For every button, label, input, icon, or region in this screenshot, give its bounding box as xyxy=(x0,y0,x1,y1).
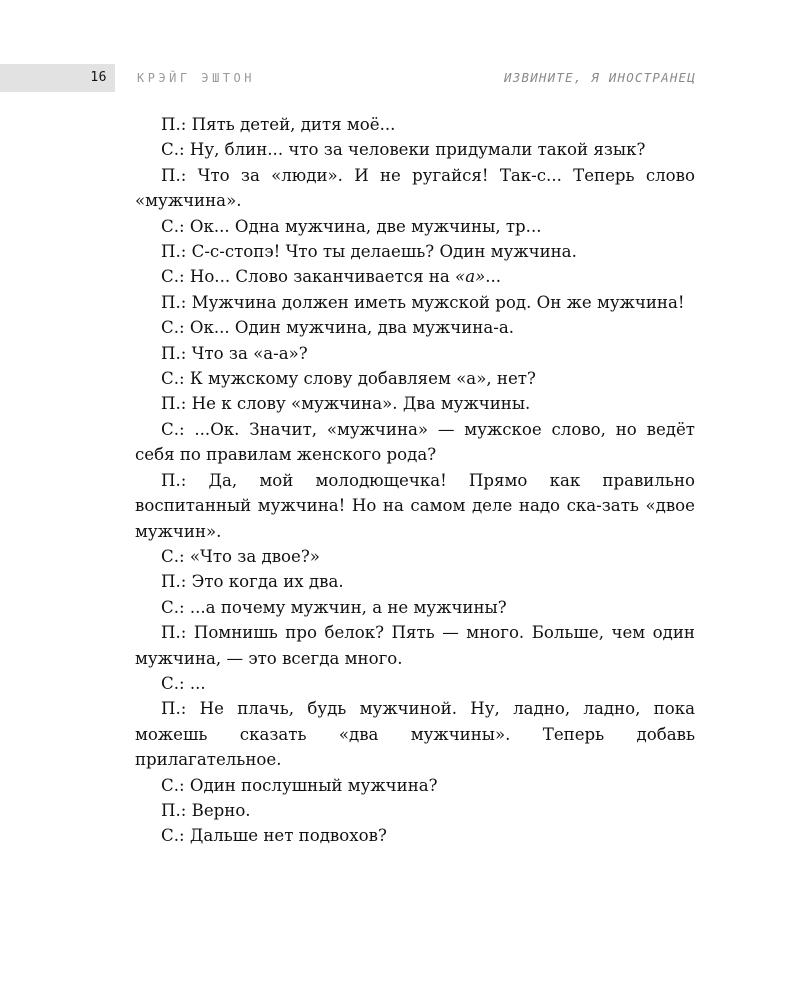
dialogue-line xyxy=(135,417,695,468)
speaker-label: П.: xyxy=(161,800,187,820)
speaker-label: П.: xyxy=(161,343,187,363)
speaker-label: П.: xyxy=(161,699,187,719)
dialogue-line xyxy=(135,290,695,315)
speaker-label: П.: xyxy=(161,394,187,414)
dialogue-line xyxy=(135,366,695,391)
dialogue-line xyxy=(135,264,695,289)
line-text: ... xyxy=(189,673,206,693)
emphasized-text: «а» xyxy=(455,267,486,287)
dialogue-text xyxy=(135,112,695,849)
line-text: «Что за двое?» xyxy=(189,546,320,566)
speaker-label: П.: xyxy=(161,292,187,312)
line-text: ...Ок. Значит, «мужчина» — мужское слово, но ведёт себя по правилам женского рода? xyxy=(135,419,695,465)
speaker-label: С.: xyxy=(161,267,185,287)
speaker-label: С.: xyxy=(161,673,185,693)
dialogue-line xyxy=(135,671,695,696)
speaker-label: П.: xyxy=(161,623,187,643)
dialogue-line xyxy=(135,569,695,594)
line-text: Не к слову «мужчина». Два мужчины. xyxy=(191,394,531,414)
speaker-label: С.: xyxy=(161,775,185,795)
line-text: Что за «а-а»? xyxy=(191,343,308,363)
line-text: Мужчина должен иметь мужской род. Он же мужчина! xyxy=(191,292,685,312)
dialogue-line xyxy=(135,163,695,214)
speaker-label: П.: xyxy=(161,115,187,134)
page-number: 16 xyxy=(90,70,107,85)
speaker-label: С.: xyxy=(161,546,185,566)
dialogue-line xyxy=(135,214,695,239)
line-text: Верно. xyxy=(191,800,251,820)
line-text: Ок... Одна мужчина, две мужчины, тр... xyxy=(189,216,542,236)
dialogue-line xyxy=(135,696,695,772)
line-text: Ну, блин... что за человеки придумали такой язык? xyxy=(189,140,646,160)
dialogue-line xyxy=(135,595,695,620)
line-text: Пять детей, дитя моё... xyxy=(191,115,396,134)
running-header-author: КРЭЙГ ЭШТОН xyxy=(137,71,255,85)
speaker-label: С.: xyxy=(161,140,185,160)
dialogue-line xyxy=(135,620,695,671)
dialogue-line xyxy=(135,823,695,848)
line-text-end: ... xyxy=(485,267,502,287)
line-text: Дальше нет подвохов? xyxy=(189,826,387,846)
running-header-book-title: ИЗВИНИТЕ, Я ИНОСТРАНЕЦ xyxy=(504,70,696,85)
line-text: ...а почему мужчин, а не мужчины? xyxy=(189,597,507,617)
line-text: Ок... Один мужчина, два мужчина-а. xyxy=(189,318,515,338)
line-text: Но... Слово заканчивается на xyxy=(189,267,456,287)
dialogue-line xyxy=(135,315,695,340)
line-text: Что за «люди». И не ругайся! Так-с... Теперь слово «мужчина». xyxy=(135,165,696,211)
dialogue-line xyxy=(135,391,695,416)
dialogue-line xyxy=(135,239,695,264)
line-text: С-с-стопэ! Что ты делаешь? Один мужчина. xyxy=(191,242,577,262)
dialogue-line xyxy=(135,544,695,569)
line-text: Помнишь про белок? Пять — много. Больше, чем один мужчина, — это всегда много. xyxy=(135,623,695,668)
line-text: Один послушный мужчина? xyxy=(189,775,438,795)
speaker-label: С.: xyxy=(161,216,185,236)
dialogue-line xyxy=(135,798,695,823)
line-text: Да, мой молодющечка! Прямо как правильно воспитанный мужчина! Но на самом деле надо ска-зать «двое мужчин». xyxy=(135,470,695,541)
dialogue-line xyxy=(135,112,695,137)
dialogue-line xyxy=(135,137,695,162)
speaker-label: П.: xyxy=(161,165,187,185)
line-text: К мужскому слову добавляем «а», нет? xyxy=(189,369,536,389)
speaker-label: С.: xyxy=(161,369,185,389)
speaker-label: С.: xyxy=(161,597,185,617)
dialogue-line xyxy=(135,773,695,798)
line-text: Это когда их два. xyxy=(191,572,344,592)
speaker-label: С.: xyxy=(161,826,185,846)
speaker-label: С.: xyxy=(161,419,185,439)
speaker-label: С.: xyxy=(161,318,185,338)
line-text: Не плачь, будь мужчиной. Ну, ладно, ладно, пока можешь сказать «два мужчины». Теперь добавь прилагательное. xyxy=(135,699,695,770)
speaker-label: П.: xyxy=(161,470,187,490)
dialogue-line xyxy=(135,341,695,366)
speaker-label: П.: xyxy=(161,572,187,592)
dialogue-line xyxy=(135,468,695,544)
speaker-label: П.: xyxy=(161,242,187,262)
